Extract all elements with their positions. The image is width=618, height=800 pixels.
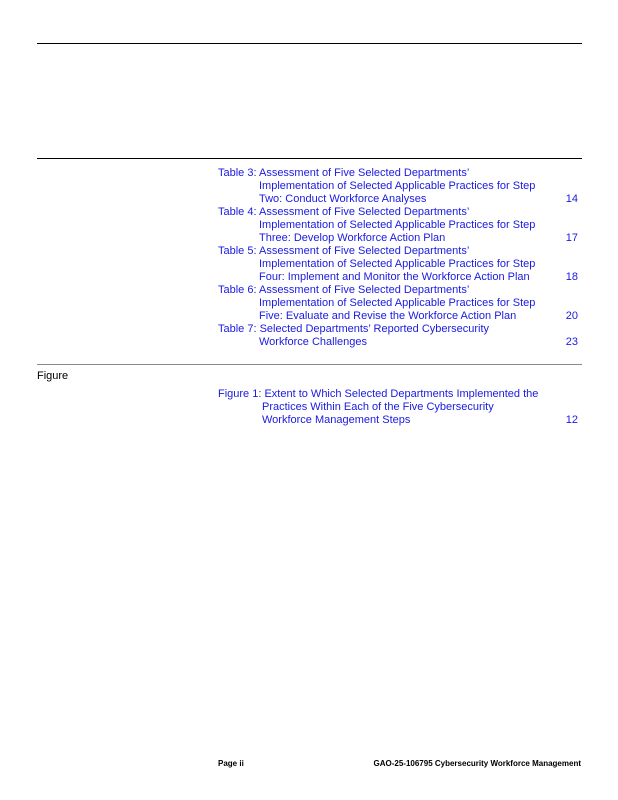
- toc-entry-title: Five: Evaluate and Revise the Workforce Action Plan: [259, 310, 517, 322]
- table-list: [218, 167, 580, 349]
- toc-entry-title: Three: Develop Workforce Action Plan: [259, 232, 446, 244]
- toc-entry-title: Four: Implement and Monitor the Workforce Action Plan: [259, 271, 530, 283]
- toc-entry-title: Implementation of Selected Applicable Practices for Step: [259, 297, 536, 309]
- toc-entry-table-3[interactable]: [218, 167, 580, 206]
- toc-entry-title: Workforce Management Steps: [262, 414, 411, 426]
- figure-section-label: Figure: [37, 370, 69, 382]
- toc-entry-figure-1[interactable]: [218, 388, 580, 427]
- toc-entry-title: Workforce Challenges: [259, 336, 368, 348]
- toc-entry-title: Table 4: Assessment of Five Selected Departments’: [218, 206, 470, 218]
- section-divider: [37, 158, 582, 159]
- figure-list: [218, 388, 580, 427]
- toc-entry-title: Implementation of Selected Applicable Practices for Step: [259, 180, 536, 192]
- toc-entry-title: Table 6: Assessment of Five Selected Departments’: [218, 284, 470, 296]
- toc-entry-title: Table 3: Assessment of Five Selected Departments’: [218, 167, 470, 179]
- toc-entry-table-4[interactable]: [218, 206, 580, 245]
- footer-page-label: Page ii: [218, 759, 244, 768]
- toc-entry-title: Table 7: Selected Departments’ Reported Cybersecurity: [218, 323, 490, 335]
- toc-entry-title: Figure 1: Extent to Which Selected Departments Implemented the: [218, 388, 539, 400]
- toc-page-number: 17: [565, 232, 578, 244]
- toc-page-number: 12: [565, 414, 578, 426]
- toc-entry-table-6[interactable]: [218, 284, 580, 323]
- toc-page-number: 20: [565, 310, 578, 322]
- toc-entry-title: Two: Conduct Workforce Analyses: [259, 193, 427, 205]
- toc-entry-table-7[interactable]: [218, 323, 580, 349]
- toc-entry-table-5[interactable]: [218, 245, 580, 284]
- toc-page-number: 18: [565, 271, 578, 283]
- toc-entry-title: Implementation of Selected Applicable Practices for Step: [259, 258, 536, 270]
- footer-report-label: GAO-25-106795 Cybersecurity Workforce Management: [373, 759, 581, 768]
- toc-entry-title: Implementation of Selected Applicable Practices for Step: [259, 219, 536, 231]
- toc-page-number: 14: [565, 193, 578, 205]
- toc-page-number: 23: [565, 336, 578, 348]
- figure-divider: [37, 364, 582, 365]
- toc-entry-title: Table 5: Assessment of Five Selected Departments’: [218, 245, 470, 257]
- toc-entry-title: Practices Within Each of the Five Cybersecurity: [262, 401, 494, 413]
- top-divider: [37, 43, 582, 44]
